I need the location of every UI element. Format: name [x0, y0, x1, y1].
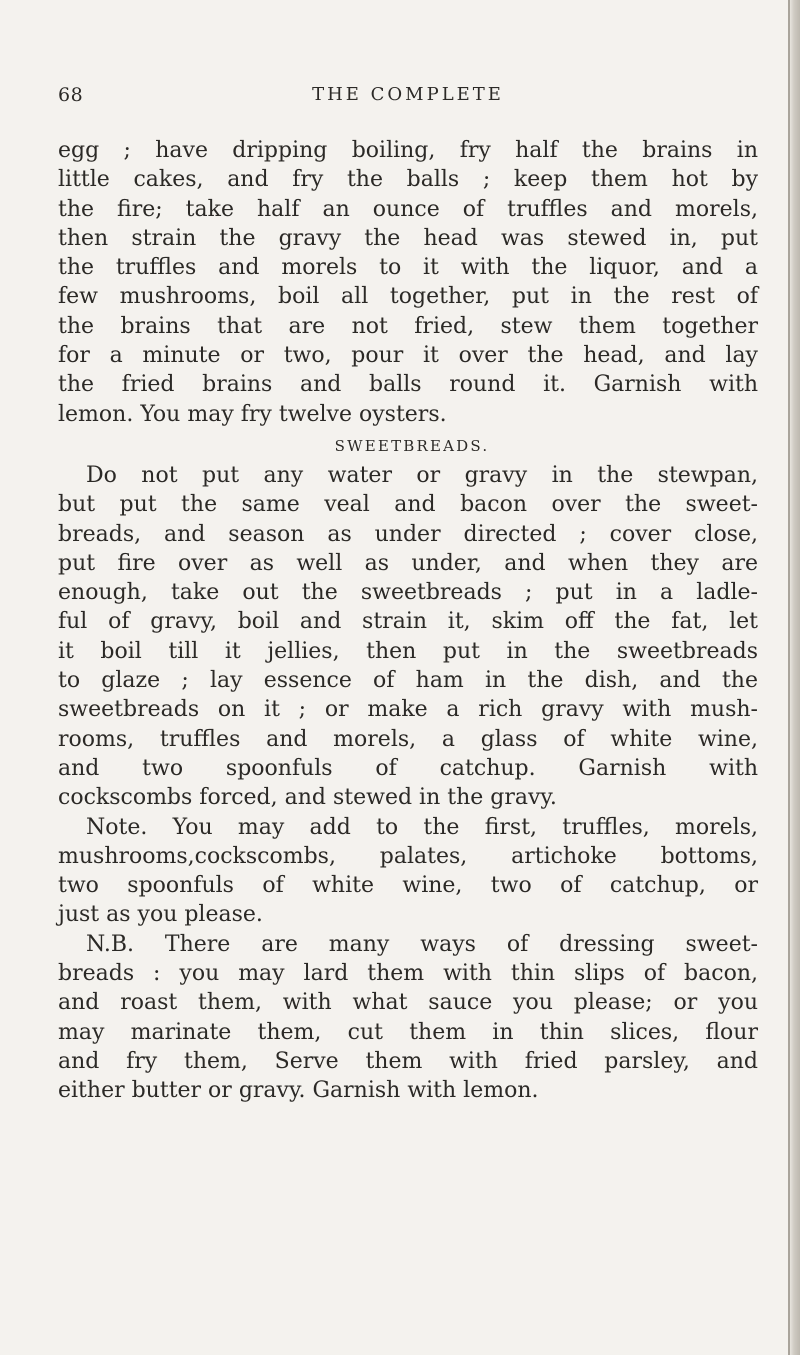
text-line: the fried brains and balls round it. Garnish with	[58, 372, 758, 398]
text-line: the truffles and morels to it with the liquor, and a	[58, 255, 758, 281]
text-line: may marinate them, cut them in thin slices, flour	[58, 1019, 758, 1045]
text-line: just as you please.	[58, 902, 263, 928]
text-line: either butter or gravy. Garnish with lemon.	[58, 1078, 539, 1104]
text-line: cockscombs forced, and stewed in the gravy.	[58, 785, 557, 811]
text-line: the brains that are not fried, stew them together	[58, 313, 758, 339]
text-line: it boil till it jellies, then put in the sweetbreads	[58, 638, 758, 664]
running-head: THE COMPLETE	[312, 84, 504, 105]
text-line: Do not put any water or gravy in the stewpan,	[86, 462, 758, 488]
text-line: ful of gravy, boil and strain it, skim off the fat, let	[58, 609, 758, 635]
text-line: breads, and season as under directed ; cover close,	[58, 521, 758, 547]
text-line: Note. You may add to the first, truffles, morels,	[86, 814, 758, 840]
text-line: two spoonfuls of white wine, two of catchup, or	[58, 873, 758, 899]
page-header	[58, 84, 758, 114]
paragraph-note	[58, 813, 758, 930]
text-line: to glaze ; lay essence of ham in the dish, and the	[58, 668, 758, 694]
page-edge	[790, 0, 800, 1355]
page-number: 68	[58, 84, 84, 106]
text-line: and fry them, Serve them with fried parsley, and	[58, 1048, 758, 1074]
section-heading: SWEETBREADS.	[334, 436, 490, 455]
text-line: breads : you may lard them with thin slips of bacon,	[58, 961, 758, 987]
text-line: sweetbreads on it ; or make a rich gravy with mush-	[58, 697, 758, 723]
paragraph-method	[58, 461, 758, 813]
text-line: put fire over as well as under, and when they are	[58, 550, 758, 576]
text-line: lemon. You may fry twelve oysters.	[58, 401, 447, 427]
text-line: enough, take out the sweetbreads ; put in a ladle-	[58, 580, 758, 606]
text-line: the fire; take half an ounce of truffles and morels,	[58, 196, 758, 222]
text-line: little cakes, and fry the balls ; keep them hot by	[58, 167, 758, 193]
text-line: rooms, truffles and morels, a glass of white wine,	[58, 726, 758, 752]
text-line: mushrooms,cockscombs, palates, artichoke bottoms,	[58, 843, 758, 869]
text-line: and two spoonfuls of catchup. Garnish with	[58, 755, 758, 781]
text-line: few mushrooms, boil all together, put in the rest of	[58, 284, 758, 310]
text-line: for a minute or two, pour it over the head, and lay	[58, 343, 758, 369]
text-line: N.B. There are many ways of dressing sweet-	[86, 931, 758, 957]
text-line: then strain the gravy the head was stewed in, put	[58, 225, 758, 251]
text-line: but put the same veal and bacon over the sweet-	[58, 492, 758, 518]
recipe-continuation	[58, 136, 758, 429]
body-text	[58, 136, 758, 1106]
text-line: and roast them, with what sauce you please; or you	[58, 990, 758, 1016]
paragraph-nb	[58, 930, 758, 1106]
text-line: egg ; have dripping boiling, fry half the brains in	[58, 138, 758, 163]
